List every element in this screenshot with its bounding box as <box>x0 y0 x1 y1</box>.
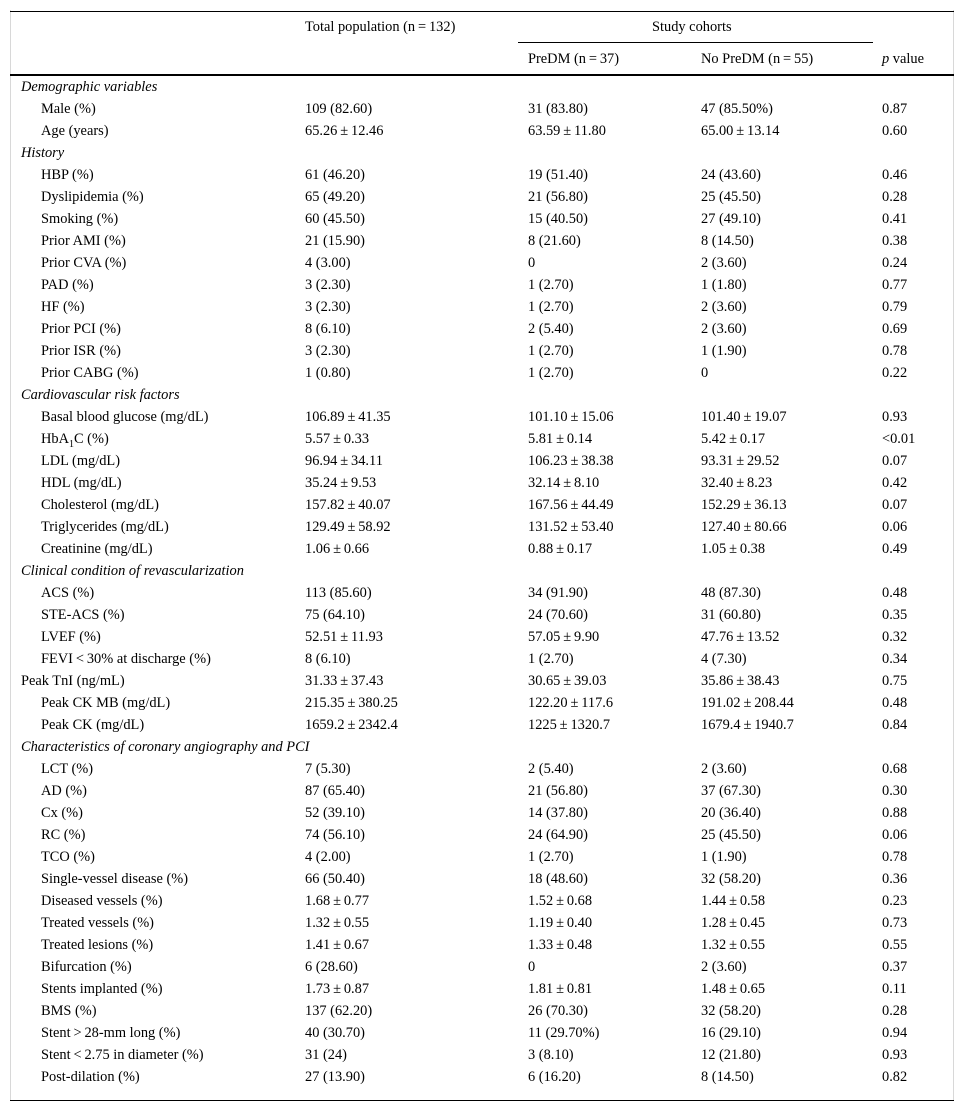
row-label: Peak CK MB (mg/dL) <box>41 695 171 711</box>
cell-total: 137 (62.20) <box>305 1003 373 1019</box>
cell-total: 35.24 ± 9.53 <box>305 475 377 491</box>
cell-p-value: 0.82 <box>882 1069 908 1085</box>
row-label: HBP (%) <box>41 167 94 183</box>
row-label: Age (years) <box>41 123 109 139</box>
cell-predm: 1 (2.70) <box>528 277 574 293</box>
section-heading: Clinical condition of revascularization <box>21 563 244 579</box>
cell-nopredm: 25 (45.50) <box>701 189 761 205</box>
cell-total: 6 (28.60) <box>305 959 358 975</box>
cell-p-value: 0.38 <box>882 233 908 249</box>
cell-nopredm: 2 (3.60) <box>701 761 747 777</box>
cell-total: 40 (30.70) <box>305 1025 365 1041</box>
cell-predm: 1 (2.70) <box>528 651 574 667</box>
cell-nopredm: 25 (45.50) <box>701 827 761 843</box>
cell-predm: 11 (29.70%) <box>528 1025 600 1041</box>
cell-p-value: 0.28 <box>882 189 908 205</box>
cell-nopredm: 31 (60.80) <box>701 607 761 623</box>
cell-total: 31 (24) <box>305 1047 347 1063</box>
cell-predm: 131.52 ± 53.40 <box>528 519 614 535</box>
cell-p-value: 0.49 <box>882 541 908 557</box>
row-label: Peak CK (mg/dL) <box>41 717 145 733</box>
cell-nopredm: 93.31 ± 29.52 <box>701 453 780 469</box>
cell-nopredm: 32.40 ± 8.23 <box>701 475 773 491</box>
cell-p-value: 0.37 <box>882 959 908 975</box>
row-label: Stent > 28-mm long (%) <box>41 1025 181 1041</box>
section-heading: Characteristics of coronary angiography and PCI <box>21 739 310 755</box>
row-label: LVEF (%) <box>41 629 101 645</box>
cell-total: 1.41 ± 0.67 <box>305 937 370 953</box>
cell-total: 61 (46.20) <box>305 167 365 183</box>
row-label-part: C (%) <box>73 431 109 447</box>
row-label: Male (%) <box>41 101 96 117</box>
cell-predm: 15 (40.50) <box>528 211 588 227</box>
cell-total: 8 (6.10) <box>305 651 351 667</box>
cell-p-value: 0.77 <box>882 277 908 293</box>
cell-p-value: 0.60 <box>882 123 908 139</box>
cell-total: 1.73 ± 0.87 <box>305 981 370 997</box>
cell-p-value: 0.68 <box>882 761 908 777</box>
row-label: Prior PCI (%) <box>41 321 121 337</box>
cell-predm: 2 (5.40) <box>528 321 574 337</box>
cell-predm: 1.81 ± 0.81 <box>528 981 593 997</box>
cell-p-value: 0.07 <box>882 497 908 513</box>
cell-predm: 0 <box>528 959 536 975</box>
cell-p-value: 0.73 <box>882 915 908 931</box>
cell-predm: 57.05 ± 9.90 <box>528 629 600 645</box>
cell-nopredm: 20 (36.40) <box>701 805 761 821</box>
cell-predm: 24 (70.60) <box>528 607 588 623</box>
cell-p-value: 0.93 <box>882 409 908 425</box>
cell-p-value: 0.06 <box>882 827 908 843</box>
row-label: Post-dilation (%) <box>41 1069 140 1085</box>
cell-total: 52 (39.10) <box>305 805 365 821</box>
cell-p-value: 0.46 <box>882 167 908 183</box>
cell-total: 31.33 ± 37.43 <box>305 673 384 689</box>
row-label-subscript: 1 <box>68 439 74 450</box>
cell-total: 3 (2.30) <box>305 343 351 359</box>
cell-p-value: <0.01 <box>882 431 916 447</box>
cell-p-value: 0.11 <box>882 981 907 997</box>
row-label: Triglycerides (mg/dL) <box>41 519 169 535</box>
row-label: HDL (mg/dL) <box>41 475 122 491</box>
row-label: LCT (%) <box>41 761 94 777</box>
cell-total: 3 (2.30) <box>305 299 351 315</box>
cell-p-value: 0.23 <box>882 893 908 909</box>
header-study-cohorts: Study cohorts <box>652 19 732 35</box>
cell-total: 8 (6.10) <box>305 321 351 337</box>
cell-total: 215.35 ± 380.25 <box>305 695 398 711</box>
cell-predm: 1.33 ± 0.48 <box>528 937 593 953</box>
cell-predm: 0.88 ± 0.17 <box>528 541 593 557</box>
cell-nopredm: 152.29 ± 36.13 <box>701 497 787 513</box>
cell-total: 3 (2.30) <box>305 277 351 293</box>
header-rule <box>10 74 954 76</box>
row-label: Prior AMI (%) <box>41 233 126 249</box>
cell-nopredm: 5.42 ± 0.17 <box>701 431 766 447</box>
cell-total: 66 (50.40) <box>305 871 365 887</box>
row-label: Smoking (%) <box>41 211 119 227</box>
row-label: Prior CVA (%) <box>41 255 127 271</box>
cell-total: 75 (64.10) <box>305 607 365 623</box>
cell-p-value: 0.30 <box>882 783 908 799</box>
cell-nopredm: 8 (14.50) <box>701 233 754 249</box>
cell-total: 1.68 ± 0.77 <box>305 893 370 909</box>
bottom-rule <box>10 1100 954 1101</box>
row-label: Cholesterol (mg/dL) <box>41 497 159 513</box>
cell-nopredm: 1 (1.90) <box>701 343 747 359</box>
cell-total: 65.26 ± 12.46 <box>305 123 384 139</box>
cell-p-value: 0.48 <box>882 695 908 711</box>
cell-predm: 3 (8.10) <box>528 1047 574 1063</box>
cell-total: 1 (0.80) <box>305 365 351 381</box>
cell-nopredm: 37 (67.30) <box>701 783 761 799</box>
cell-predm: 106.23 ± 38.38 <box>528 453 614 469</box>
cell-total: 7 (5.30) <box>305 761 351 777</box>
cell-total: 27 (13.90) <box>305 1069 365 1085</box>
cell-p-value: 0.41 <box>882 211 908 227</box>
row-label <box>41 431 109 450</box>
cell-predm: 14 (37.80) <box>528 805 588 821</box>
cell-predm: 31 (83.80) <box>528 101 588 117</box>
cell-predm: 18 (48.60) <box>528 871 588 887</box>
cell-nopredm: 2 (3.60) <box>701 255 747 271</box>
row-label: LDL (mg/dL) <box>41 453 120 469</box>
cell-predm: 34 (91.90) <box>528 585 588 601</box>
cell-predm: 6 (16.20) <box>528 1069 581 1085</box>
row-label: Dyslipidemia (%) <box>41 189 144 205</box>
cell-nopredm: 32 (58.20) <box>701 871 761 887</box>
cell-p-value: 0.32 <box>882 629 908 645</box>
cell-total: 60 (45.50) <box>305 211 365 227</box>
row-label: Single-vessel disease (%) <box>41 871 189 887</box>
cell-nopredm: 191.02 ± 208.44 <box>701 695 794 711</box>
cell-predm: 1 (2.70) <box>528 849 574 865</box>
cell-total: 21 (15.90) <box>305 233 365 249</box>
cell-predm: 1 (2.70) <box>528 365 574 381</box>
cell-predm: 122.20 ± 117.6 <box>528 695 614 711</box>
row-label: Creatinine (mg/dL) <box>41 541 153 557</box>
section-heading: Cardiovascular risk factors <box>21 387 180 403</box>
cell-nopredm: 47 (85.50%) <box>701 101 773 117</box>
row-label: STE-ACS (%) <box>41 607 125 623</box>
header-p-value <box>882 51 924 67</box>
cell-p-value: 0.69 <box>882 321 908 337</box>
cell-nopredm: 8 (14.50) <box>701 1069 754 1085</box>
cell-predm: 5.81 ± 0.14 <box>528 431 593 447</box>
cell-nopredm: 4 (7.30) <box>701 651 747 667</box>
cell-nopredm: 2 (3.60) <box>701 959 747 975</box>
header-p-italic: p <box>882 51 890 67</box>
cell-nopredm: 1.32 ± 0.55 <box>701 937 766 953</box>
cell-nopredm: 24 (43.60) <box>701 167 761 183</box>
cell-nopredm: 101.40 ± 19.07 <box>701 409 787 425</box>
cell-predm: 24 (64.90) <box>528 827 588 843</box>
row-label: PAD (%) <box>41 277 94 293</box>
cell-nopredm: 1.44 ± 0.58 <box>701 893 766 909</box>
cell-nopredm: 1679.4 ± 1940.7 <box>701 717 794 733</box>
row-label: HF (%) <box>41 299 85 315</box>
header-total: Total population (n = 132) <box>305 19 456 35</box>
row-label: Diseased vessels (%) <box>41 893 163 909</box>
cell-total: 113 (85.60) <box>305 585 372 601</box>
row-label: Basal blood glucose (mg/dL) <box>41 409 209 425</box>
cell-nopredm: 12 (21.80) <box>701 1047 761 1063</box>
cell-p-value: 0.42 <box>882 475 908 491</box>
cell-nopredm: 1 (1.80) <box>701 277 747 293</box>
cell-total: 4 (3.00) <box>305 255 351 271</box>
cell-predm: 1225 ± 1320.7 <box>528 717 611 733</box>
cell-nopredm: 32 (58.20) <box>701 1003 761 1019</box>
row-label: Prior CABG (%) <box>41 365 139 381</box>
row-label: TCO (%) <box>41 849 95 865</box>
cell-nopredm: 2 (3.60) <box>701 321 747 337</box>
cell-p-value: 0.07 <box>882 453 908 469</box>
cell-p-value: 0.84 <box>882 717 908 733</box>
top-rule <box>10 11 954 12</box>
cell-p-value: 0.55 <box>882 937 908 953</box>
cell-predm: 101.10 ± 15.06 <box>528 409 614 425</box>
cell-predm: 63.59 ± 11.80 <box>528 123 606 139</box>
row-label: ACS (%) <box>41 585 95 601</box>
row-label: RC (%) <box>41 827 86 843</box>
cell-total: 109 (82.60) <box>305 101 373 117</box>
cell-total: 1.06 ± 0.66 <box>305 541 370 557</box>
cell-predm: 21 (56.80) <box>528 189 588 205</box>
cell-total: 4 (2.00) <box>305 849 351 865</box>
cell-predm: 21 (56.80) <box>528 783 588 799</box>
cell-nopredm: 35.86 ± 38.43 <box>701 673 780 689</box>
cell-p-value: 0.35 <box>882 607 908 623</box>
row-label: AD (%) <box>41 783 87 799</box>
cell-p-value: 0.34 <box>882 651 908 667</box>
cell-predm: 167.56 ± 44.49 <box>528 497 614 513</box>
cohort-rule <box>518 42 873 43</box>
cell-p-value: 0.36 <box>882 871 908 887</box>
cell-nopredm: 48 (87.30) <box>701 585 761 601</box>
cell-predm: 19 (51.40) <box>528 167 588 183</box>
cell-predm: 32.14 ± 8.10 <box>528 475 600 491</box>
cell-predm: 1.52 ± 0.68 <box>528 893 593 909</box>
section-heading: Demographic variables <box>21 79 158 95</box>
cell-total: 74 (56.10) <box>305 827 365 843</box>
cell-predm: 1 (2.70) <box>528 299 574 315</box>
row-label: Stent < 2.75 in diameter (%) <box>41 1047 204 1063</box>
cell-nopredm: 16 (29.10) <box>701 1025 761 1041</box>
row-label-part: HbA <box>41 431 69 447</box>
header-p-rest: value <box>889 51 924 67</box>
row-label: Stents implanted (%) <box>41 981 163 997</box>
cell-predm: 2 (5.40) <box>528 761 574 777</box>
cell-p-value: 0.88 <box>882 805 908 821</box>
cell-predm: 1.19 ± 0.40 <box>528 915 593 931</box>
cell-nopredm: 1.48 ± 0.65 <box>701 981 766 997</box>
cell-predm: 1 (2.70) <box>528 343 574 359</box>
cell-nopredm: 1.05 ± 0.38 <box>701 541 766 557</box>
cell-total: 157.82 ± 40.07 <box>305 497 391 513</box>
cell-total: 96.94 ± 34.11 <box>305 453 383 469</box>
cell-nopredm: 2 (3.60) <box>701 299 747 315</box>
header-nopredm: No PreDM (n = 55) <box>701 51 814 67</box>
row-label: Prior ISR (%) <box>41 343 121 359</box>
cell-total: 1659.2 ± 2342.4 <box>305 717 398 733</box>
cell-nopredm: 0 <box>701 365 709 381</box>
row-label: Bifurcation (%) <box>41 959 132 975</box>
cell-total: 106.89 ± 41.35 <box>305 409 391 425</box>
cell-p-value: 0.24 <box>882 255 908 271</box>
cell-total: 5.57 ± 0.33 <box>305 431 370 447</box>
section-heading: History <box>21 145 65 161</box>
cell-nopredm: 1.28 ± 0.45 <box>701 915 766 931</box>
cell-p-value: 0.87 <box>882 101 908 117</box>
cell-total: 65 (49.20) <box>305 189 365 205</box>
cell-p-value: 0.28 <box>882 1003 908 1019</box>
cell-predm: 30.65 ± 39.03 <box>528 673 607 689</box>
row-label: Peak TnI (ng/mL) <box>21 673 125 689</box>
cell-total: 129.49 ± 58.92 <box>305 519 391 535</box>
cell-nopredm: 1 (1.90) <box>701 849 747 865</box>
cell-p-value: 0.94 <box>882 1025 908 1041</box>
cell-total: 1.32 ± 0.55 <box>305 915 370 931</box>
row-label: Treated vessels (%) <box>41 915 154 931</box>
row-label: Treated lesions (%) <box>41 937 154 953</box>
cell-nopredm: 47.76 ± 13.52 <box>701 629 780 645</box>
cell-p-value: 0.93 <box>882 1047 908 1063</box>
cell-p-value: 0.78 <box>882 849 908 865</box>
cell-p-value: 0.78 <box>882 343 908 359</box>
cell-nopredm: 127.40 ± 80.66 <box>701 519 787 535</box>
row-label: BMS (%) <box>41 1003 97 1019</box>
cell-predm: 8 (21.60) <box>528 233 581 249</box>
cell-total: 87 (65.40) <box>305 783 365 799</box>
row-label: Cx (%) <box>41 805 83 821</box>
cell-nopredm: 65.00 ± 13.14 <box>701 123 780 139</box>
cell-total: 52.51 ± 11.93 <box>305 629 383 645</box>
cell-p-value: 0.22 <box>882 365 908 381</box>
cell-predm: 0 <box>528 255 536 271</box>
cell-p-value: 0.06 <box>882 519 908 535</box>
cell-p-value: 0.48 <box>882 585 908 601</box>
cell-p-value: 0.79 <box>882 299 908 315</box>
cell-nopredm: 27 (49.10) <box>701 211 761 227</box>
row-label: FEVI < 30% at discharge (%) <box>41 651 211 667</box>
cell-p-value: 0.75 <box>882 673 908 689</box>
header-predm: PreDM (n = 37) <box>528 51 620 67</box>
cell-predm: 26 (70.30) <box>528 1003 588 1019</box>
